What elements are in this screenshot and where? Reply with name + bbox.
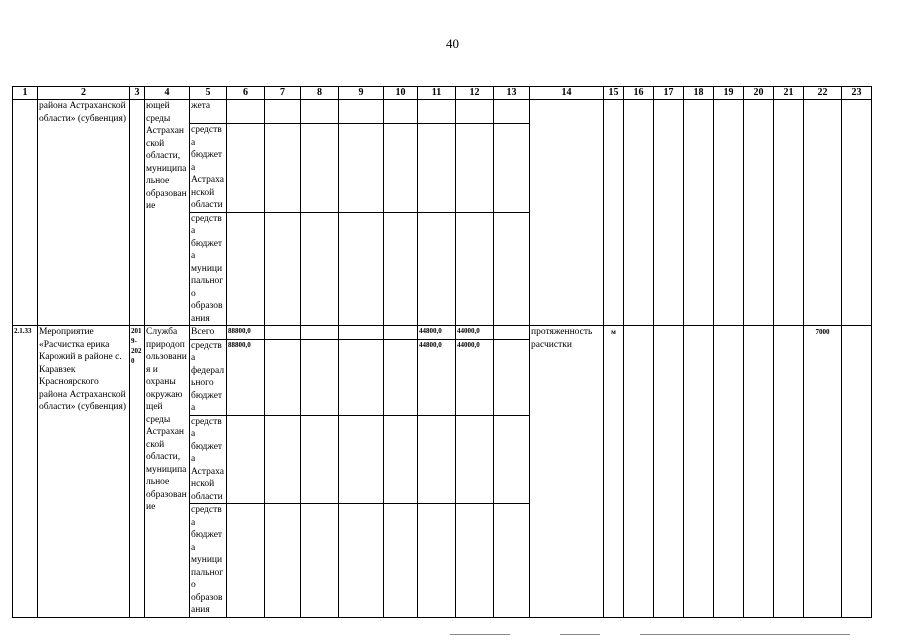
col-header: 12 [456,87,494,100]
page-number: 40 [446,36,459,51]
cell-source: средства бюджета муниципального образования [190,504,227,618]
cell-measure-name: района Астраханской области» (субвенция) [38,100,130,326]
cell-source: средства бюджета муниципального образования [190,212,227,326]
table-row [13,100,872,124]
cell-executor: Служба природопользования и охраны окружающей среды Астраханской области, муниципальное образование [145,326,190,618]
col-header: 11 [418,87,456,100]
col-header: 8 [301,87,339,100]
cell-source: средства федерального бюджета [190,339,227,415]
cell-2019: 44800,0 [418,339,456,415]
table-row [13,326,872,340]
measures-table [12,86,872,618]
cell-period: 2019-2020 [130,326,145,618]
col-header: 16 [624,87,654,100]
col-header: 4 [145,87,190,100]
cell-measure-name: Мероприятие «Расчистка ерика Карожий в районе с. Каравзек Красноярского района Астраханской области» (субвенция) [38,326,130,618]
col-header: 17 [654,87,684,100]
scan-artifact-lines [440,634,860,636]
col-header: 10 [384,87,418,100]
cell-indicator: протяженность расчистки [530,326,604,618]
cell-2020: 44000,0 [456,326,494,340]
col-header: 20 [744,87,774,100]
cell-index: 2.1.33 [13,326,38,618]
col-header: 1 [13,87,38,100]
col-header: 7 [265,87,301,100]
cell-source: средства бюджета Астраханской области [190,415,227,504]
cell-source: Всего [190,326,227,340]
cell-total: 88800,0 [227,339,265,415]
col-header: 14 [530,87,604,100]
col-header: 6 [227,87,265,100]
cell-period [130,100,145,326]
col-header: 18 [684,87,714,100]
col-header: 15 [604,87,624,100]
col-header: 23 [842,87,872,100]
col-header: 19 [714,87,744,100]
col-header: 2 [38,87,130,100]
cell-2020: 44000,0 [456,339,494,415]
cell-source: средства бюджета Астраханской области [190,124,227,213]
col-header: 9 [339,87,384,100]
cell-source: жета [190,100,227,124]
col-header: 13 [494,87,530,100]
col-header: 22 [804,87,842,100]
cell-unit: м [604,326,624,618]
col-header: 5 [190,87,227,100]
column-number-row [13,87,872,100]
cell-executor: ющей среды Астраханской области, муниципальное образование [145,100,190,326]
cell-target-value: 7000 [804,326,842,618]
cell-index [13,100,38,326]
col-header: 21 [774,87,804,100]
cell-indicator [530,100,604,326]
cell-2019: 44800,0 [418,326,456,340]
col-header: 3 [130,87,145,100]
cell-total: 88800,0 [227,326,265,340]
